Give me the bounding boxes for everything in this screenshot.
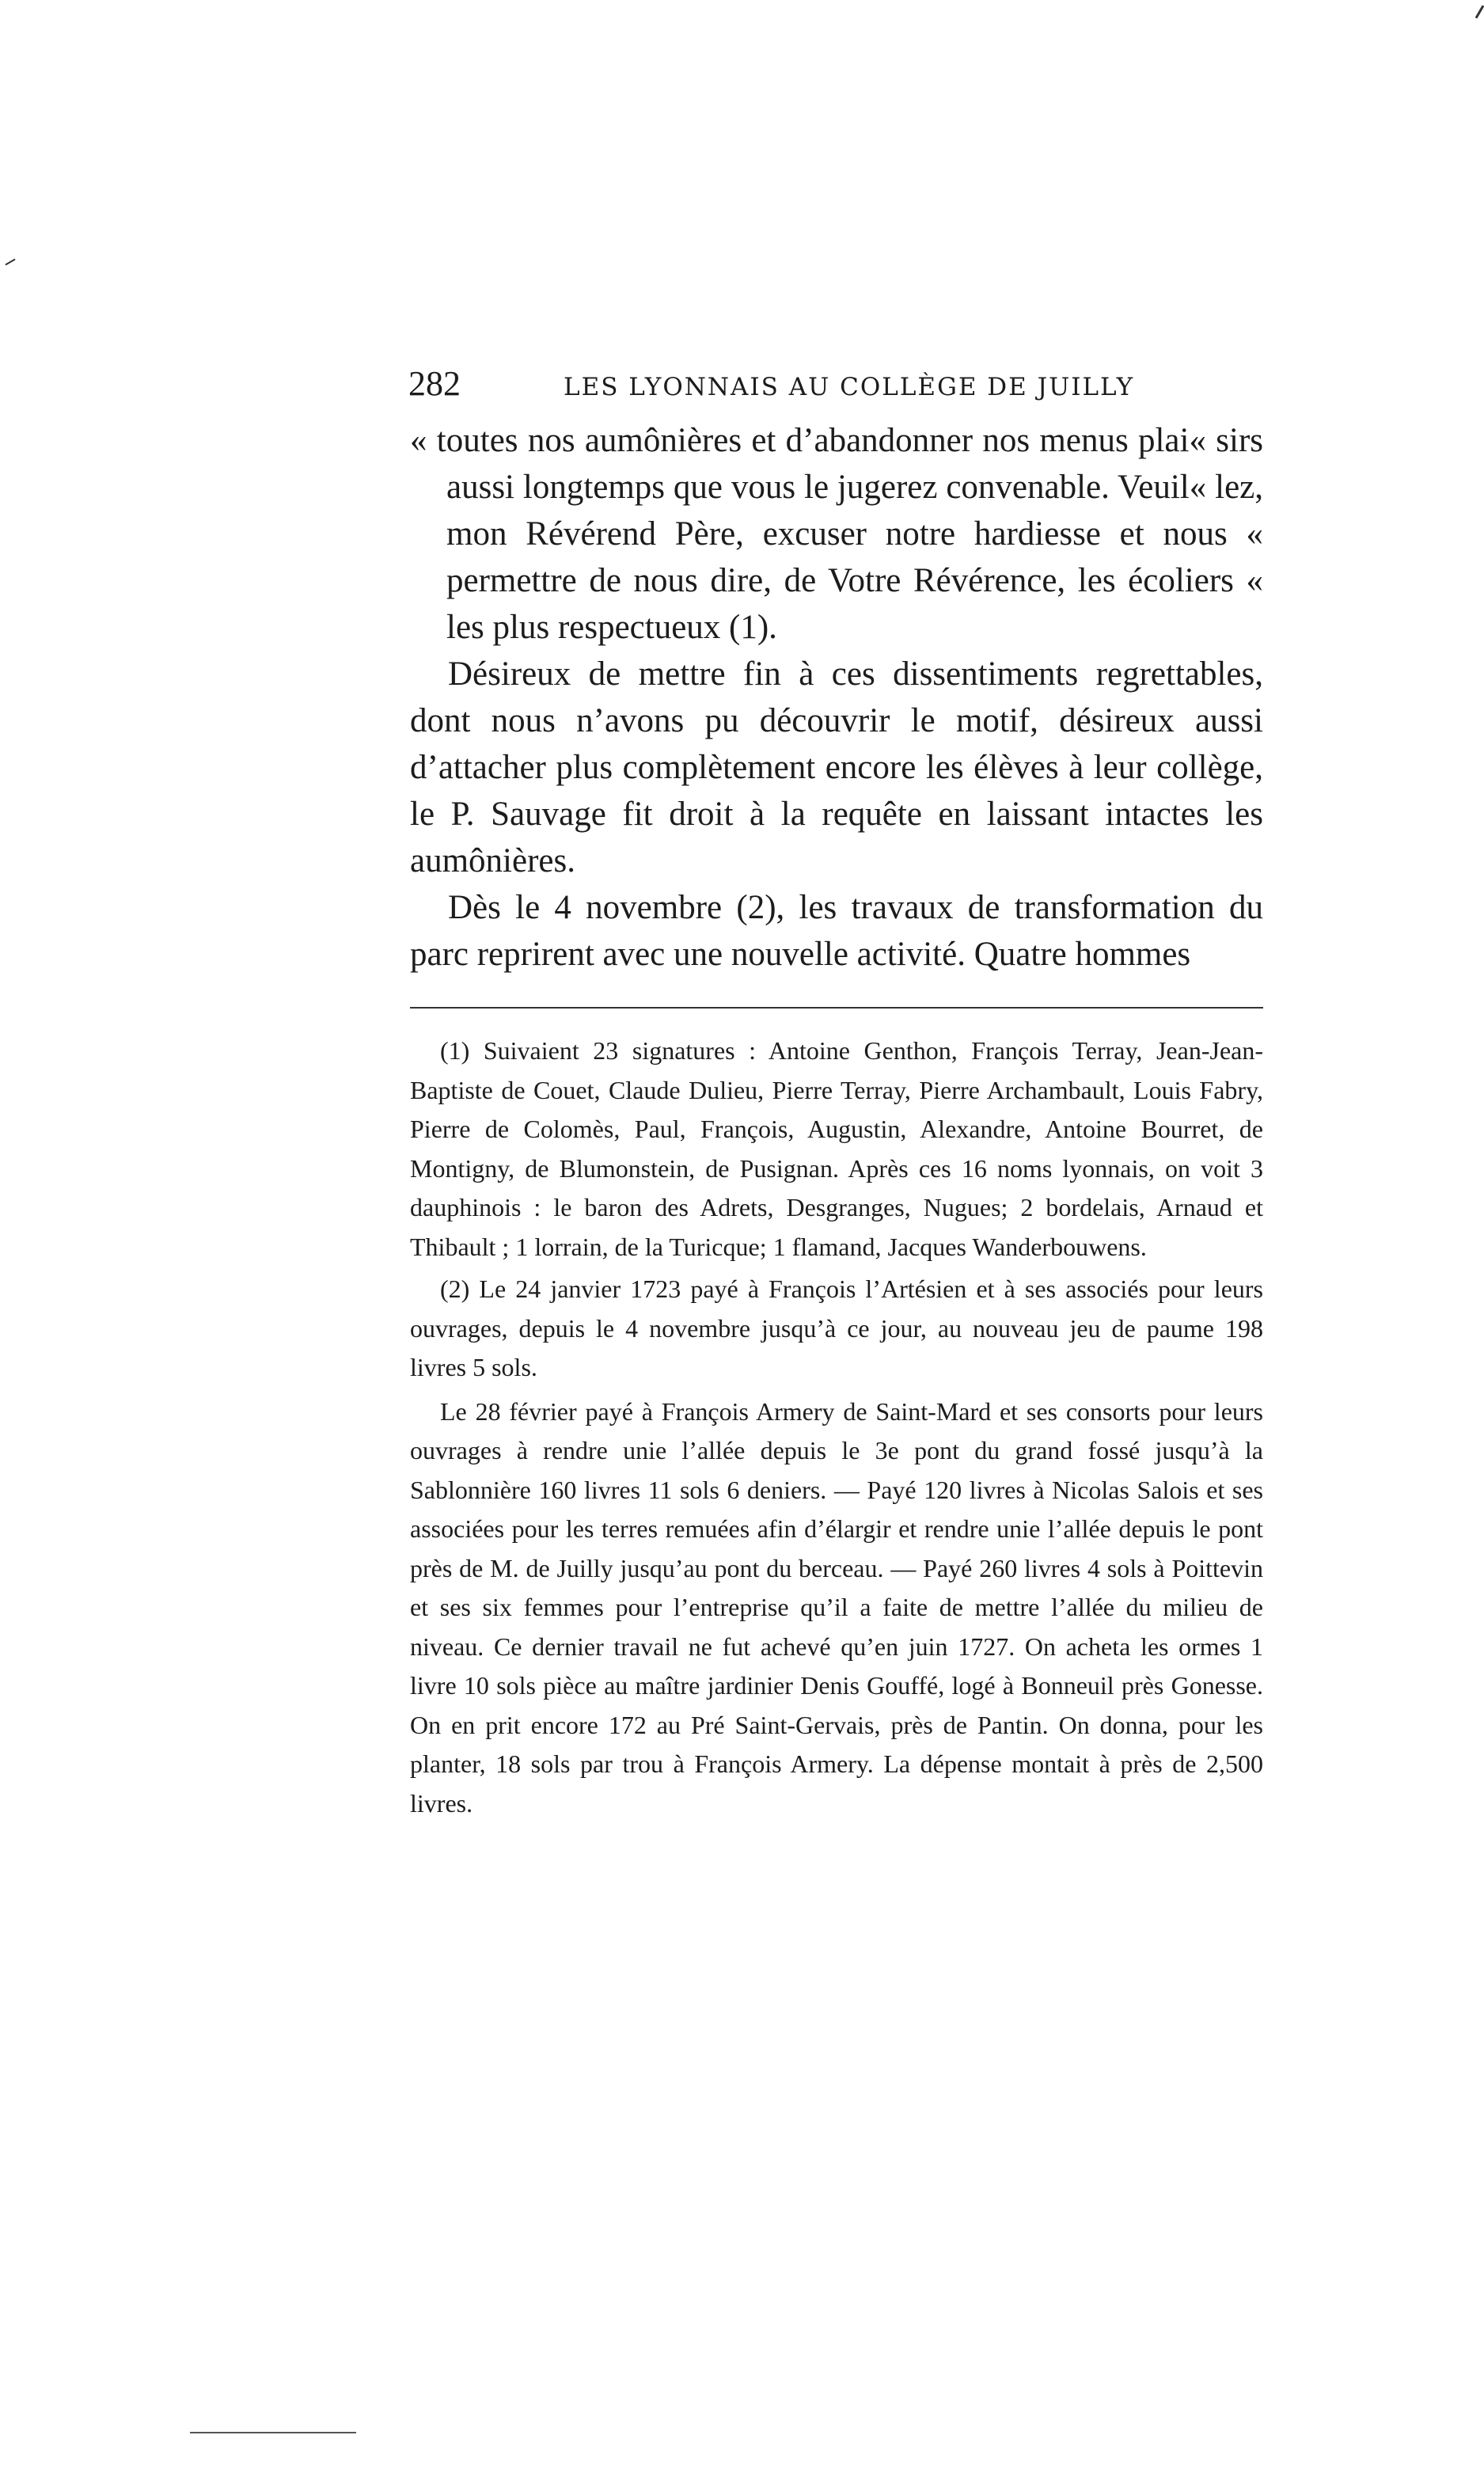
- footnotes: [410, 1031, 1263, 1823]
- page-number: 282: [408, 364, 461, 403]
- footnote-divider: [410, 1007, 1263, 1009]
- scan-edge-line: [190, 2432, 356, 2433]
- corner-mark: [1475, 5, 1484, 18]
- body-paragraph-2: Dès le 4 novembre (2), les travaux de transformation du parc reprirent avec une nouvelle activité. Quatre hommes: [410, 889, 1263, 973]
- margin-mark: [5, 259, 15, 266]
- footnote-1: (1) Suivaient 23 signatures : Antoine Genthon, François Terray, Jean-Jean-Baptiste de Couet, Claude Dulieu, Pierre Terray, Pierre Archambault, Louis Fabry, Pierre de Colomès, Paul, François, Augustin, Alexandre, Antoine Bourret, de Montigny, de Blumonstein, de Pusignan. Après ces 16 noms lyonnais, on voit 3 dauphinois : le baron des Adrets, Desgranges, Nugues; 2 bordelais, Arnaud et Thibault ; 1 lorrain, de la Turicque; 1 flamand, Jacques Wanderbouwens.: [410, 1036, 1263, 1261]
- footnote-2-continuation: Le 28 février payé à François Armery de Saint-Mard et ses consorts pour leurs ouvrages à rendre unie l’allée depuis le 3e pont du grand fossé jusqu’à la Sablonnière 160 livres 11 sols 6 deniers. — Payé 120 livres à Nicolas Salois et ses associées pour les terres remuées afin d’élargir et rendre unie l’allée depuis le pont près de M. de Juilly jusqu’au pont du berceau. — Payé 260 livres 4 sols à Poittevin et ses six femmes pour l’entreprise qu’il a faite de mettre l’allée du milieu de niveau. Ce dernier travail ne fut achevé qu’en juin 1727. On acheta les ormes 1 livre 10 sols pièce au maître jardinier Denis Gouffé, logé à Bonneuil près Gonesse. On en prit encore 172 au Pré Saint-Gervais, près de Pantin. On donna, pour les planter, 18 sols par trou à François Armery. La dépense montait à près de 2,500 livres.: [410, 1396, 1263, 1818]
- footnote-2: (2) Le 24 janvier 1723 payé à François l’Artésien et à ses associés pour leurs ouvrages, depuis le 4 novembre jusqu’à ce jour, au nouveau jeu de paume 198 livres 5 sols.: [410, 1274, 1263, 1381]
- running-title: LES LYONNAIS AU COLLÈGE DE JUILLY: [564, 373, 1135, 401]
- quote-paragraph: « toutes nos aumônières et d’abandonner nos menus plai« sirs aussi longtemps que vous le jugerez convenable. Veuil« lez, mon Révérend Père, excuser notre hardiesse et nous « permettre de nous dire, de Votre Révérence, les écoliers « les plus respectueux (1).: [410, 422, 1263, 646]
- body-paragraph-1: Désireux de mettre fin à ces dissentiments regrettables, dont nous n’avons pu découvrir le motif, désireux aussi d’attacher plus complètement encore les élèves à leur collège, le P. Sauvage fit droit à la requête en laissant intactes les aumônières.: [410, 655, 1263, 879]
- main-text: [410, 417, 1263, 978]
